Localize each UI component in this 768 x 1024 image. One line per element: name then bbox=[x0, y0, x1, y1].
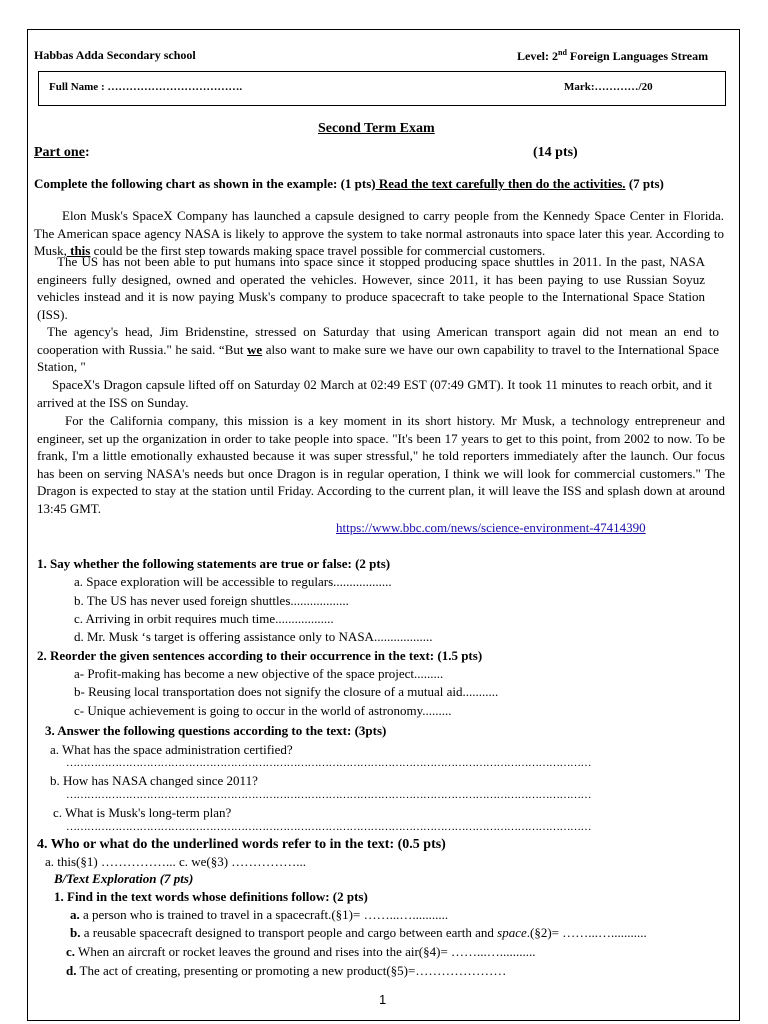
paragraph-5: For the California company, this mission is a key moment in its short history. Mr Musk, a technology entrepreneur and engineer, set up the organization in order to take people into space. "It's been 17 years to get to this point, from 2002 to now. To be frank, I'm a little emotionally exhausted because it was super stressful," he told reporters immediately after the launch. Our focus has been on serving NASA's needs but once Dragon is in regular operation, I think we will look for commercial customers." The Dragon is expected to stay at the station until Friday. According to the current plan, it will leave the ISS and splash down at around 13:45 GMT. bbox=[37, 413, 725, 516]
paragraph-4: SpaceX's Dragon capsule lifted off on Saturday 02 March at 02:49 EST (07:49 GMT). It took 11 minutes to reach orbit, and it arrived at the ISS on Sunday. bbox=[37, 377, 712, 410]
level-label: Level: 2nd Foreign Languages Stream bbox=[517, 48, 709, 63]
full-name-field[interactable]: Full Name : ………………………………. bbox=[49, 81, 243, 93]
q2-item-b: b- Reusing local transportation does not signify the closure of a mutual aid........... bbox=[74, 684, 499, 699]
q2-item-c: c- Unique achievement is going to occur in the world of astronomy......... bbox=[74, 703, 452, 718]
b1-item-a: a. a person who is trained to travel in a spacecraft.(§1)= ……...…........... bbox=[70, 907, 449, 922]
q1-title: 1. Say whether the following statements are true or false: (2 pts) bbox=[37, 556, 391, 571]
instruction: Complete the following chart as shown in the example: (1 pts) Read the text carefully then do the activities. (7 pts) bbox=[34, 176, 664, 191]
q4-line: a. this(§1) ……………... c. we(§3) ……………... bbox=[45, 854, 307, 869]
q1-item-d: d. Mr. Musk ‘s target is offering assistance only to NASA.................. bbox=[74, 629, 433, 644]
q3-title: 3. Answer the following questions according to the text: (3pts) bbox=[45, 723, 387, 738]
q1-item-a: a. Space exploration will be accessible to regulars.................. bbox=[74, 574, 392, 589]
paragraph-2: The US has not been able to put humans into space since it stopped producing space shuttles in 2011. In the past, NASA engineers fully designed, owned and operated the vehicles. However, since 2011, it has been paying to use Russian Soyuz vehicles instead and it is now paying Musk's company to produce spacecraft to take people to the International Space Station (ISS). bbox=[37, 254, 705, 322]
b1-item-b: b. a reusable spacecraft designed to transport people and cargo between earth and space.(§2)= ……...…........... bbox=[70, 925, 647, 940]
b1-item-c: c. When an aircraft or rocket leaves the ground and rises into the air(§4)= ……...…........... bbox=[66, 944, 536, 959]
q1-item-b: b. The US has never used foreign shuttles.................. bbox=[74, 593, 349, 608]
mark-field[interactable]: Mark:…………/20 bbox=[564, 81, 653, 93]
b1-item-d: d. The act of creating, presenting or promoting a new product(§5)=………………… bbox=[66, 963, 507, 978]
q2-title: 2. Reorder the given sentences according to their occurrence in the text: (1.5 pts) bbox=[37, 648, 483, 663]
school-name: Habbas Adda Secondary school bbox=[34, 48, 196, 62]
q3-answer-line-b[interactable]: …………………………………………………………………………………………………………………………………… bbox=[66, 789, 591, 801]
q3-item-a: a. What has the space administration certified? bbox=[50, 742, 293, 757]
paragraph-1: Elon Musk's SpaceX Company has launched a capsule designed to carry people from the Kennedy Space Center in Florida. The American space agency NASA is likely to approve the system to take normal astronauts into space later this year. According to Musk, this could be the first step towards making space travel possible for commercial customers. bbox=[34, 208, 724, 258]
q4-title: 4. Who or what do the underlined words refer to in the text: (0.5 pts) bbox=[37, 837, 446, 852]
exam-title: Second Term Exam bbox=[318, 121, 435, 136]
part-one-points: (14 pts) bbox=[533, 145, 578, 160]
q3-item-c: c. What is Musk's long-term plan? bbox=[53, 805, 232, 820]
part-one-label: Part one: bbox=[34, 145, 90, 160]
page-number: 1 bbox=[379, 992, 387, 1007]
section-b-title: B/Text Exploration (7 pts) bbox=[54, 871, 194, 886]
q2-item-a: a- Profit-making has become a new objective of the space project......... bbox=[74, 666, 444, 681]
q1-item-c: c. Arriving in orbit requires much time.................. bbox=[74, 611, 334, 626]
source-link[interactable]: https://www.bbc.com/news/science-environment-47414390 bbox=[336, 520, 646, 535]
name-box bbox=[38, 71, 726, 106]
paragraph-3: The agency's head, Jim Bridenstine, stressed on Saturday that using American transport again did not mean an end to cooperation with Russia." he said. “But we also want to make sure we have our own capability to travel to the International Space Station, " bbox=[37, 324, 719, 374]
q3-answer-line-c[interactable]: …………………………………………………………………………………………………………………………………… bbox=[66, 821, 591, 833]
b1-title: 1. Find in the text words whose definitions follow: (2 pts) bbox=[54, 889, 368, 904]
q3-item-b: b. How has NASA changed since 2011? bbox=[50, 773, 258, 788]
q3-answer-line-a[interactable]: …………………………………………………………………………………………………………………………………… bbox=[66, 757, 591, 769]
